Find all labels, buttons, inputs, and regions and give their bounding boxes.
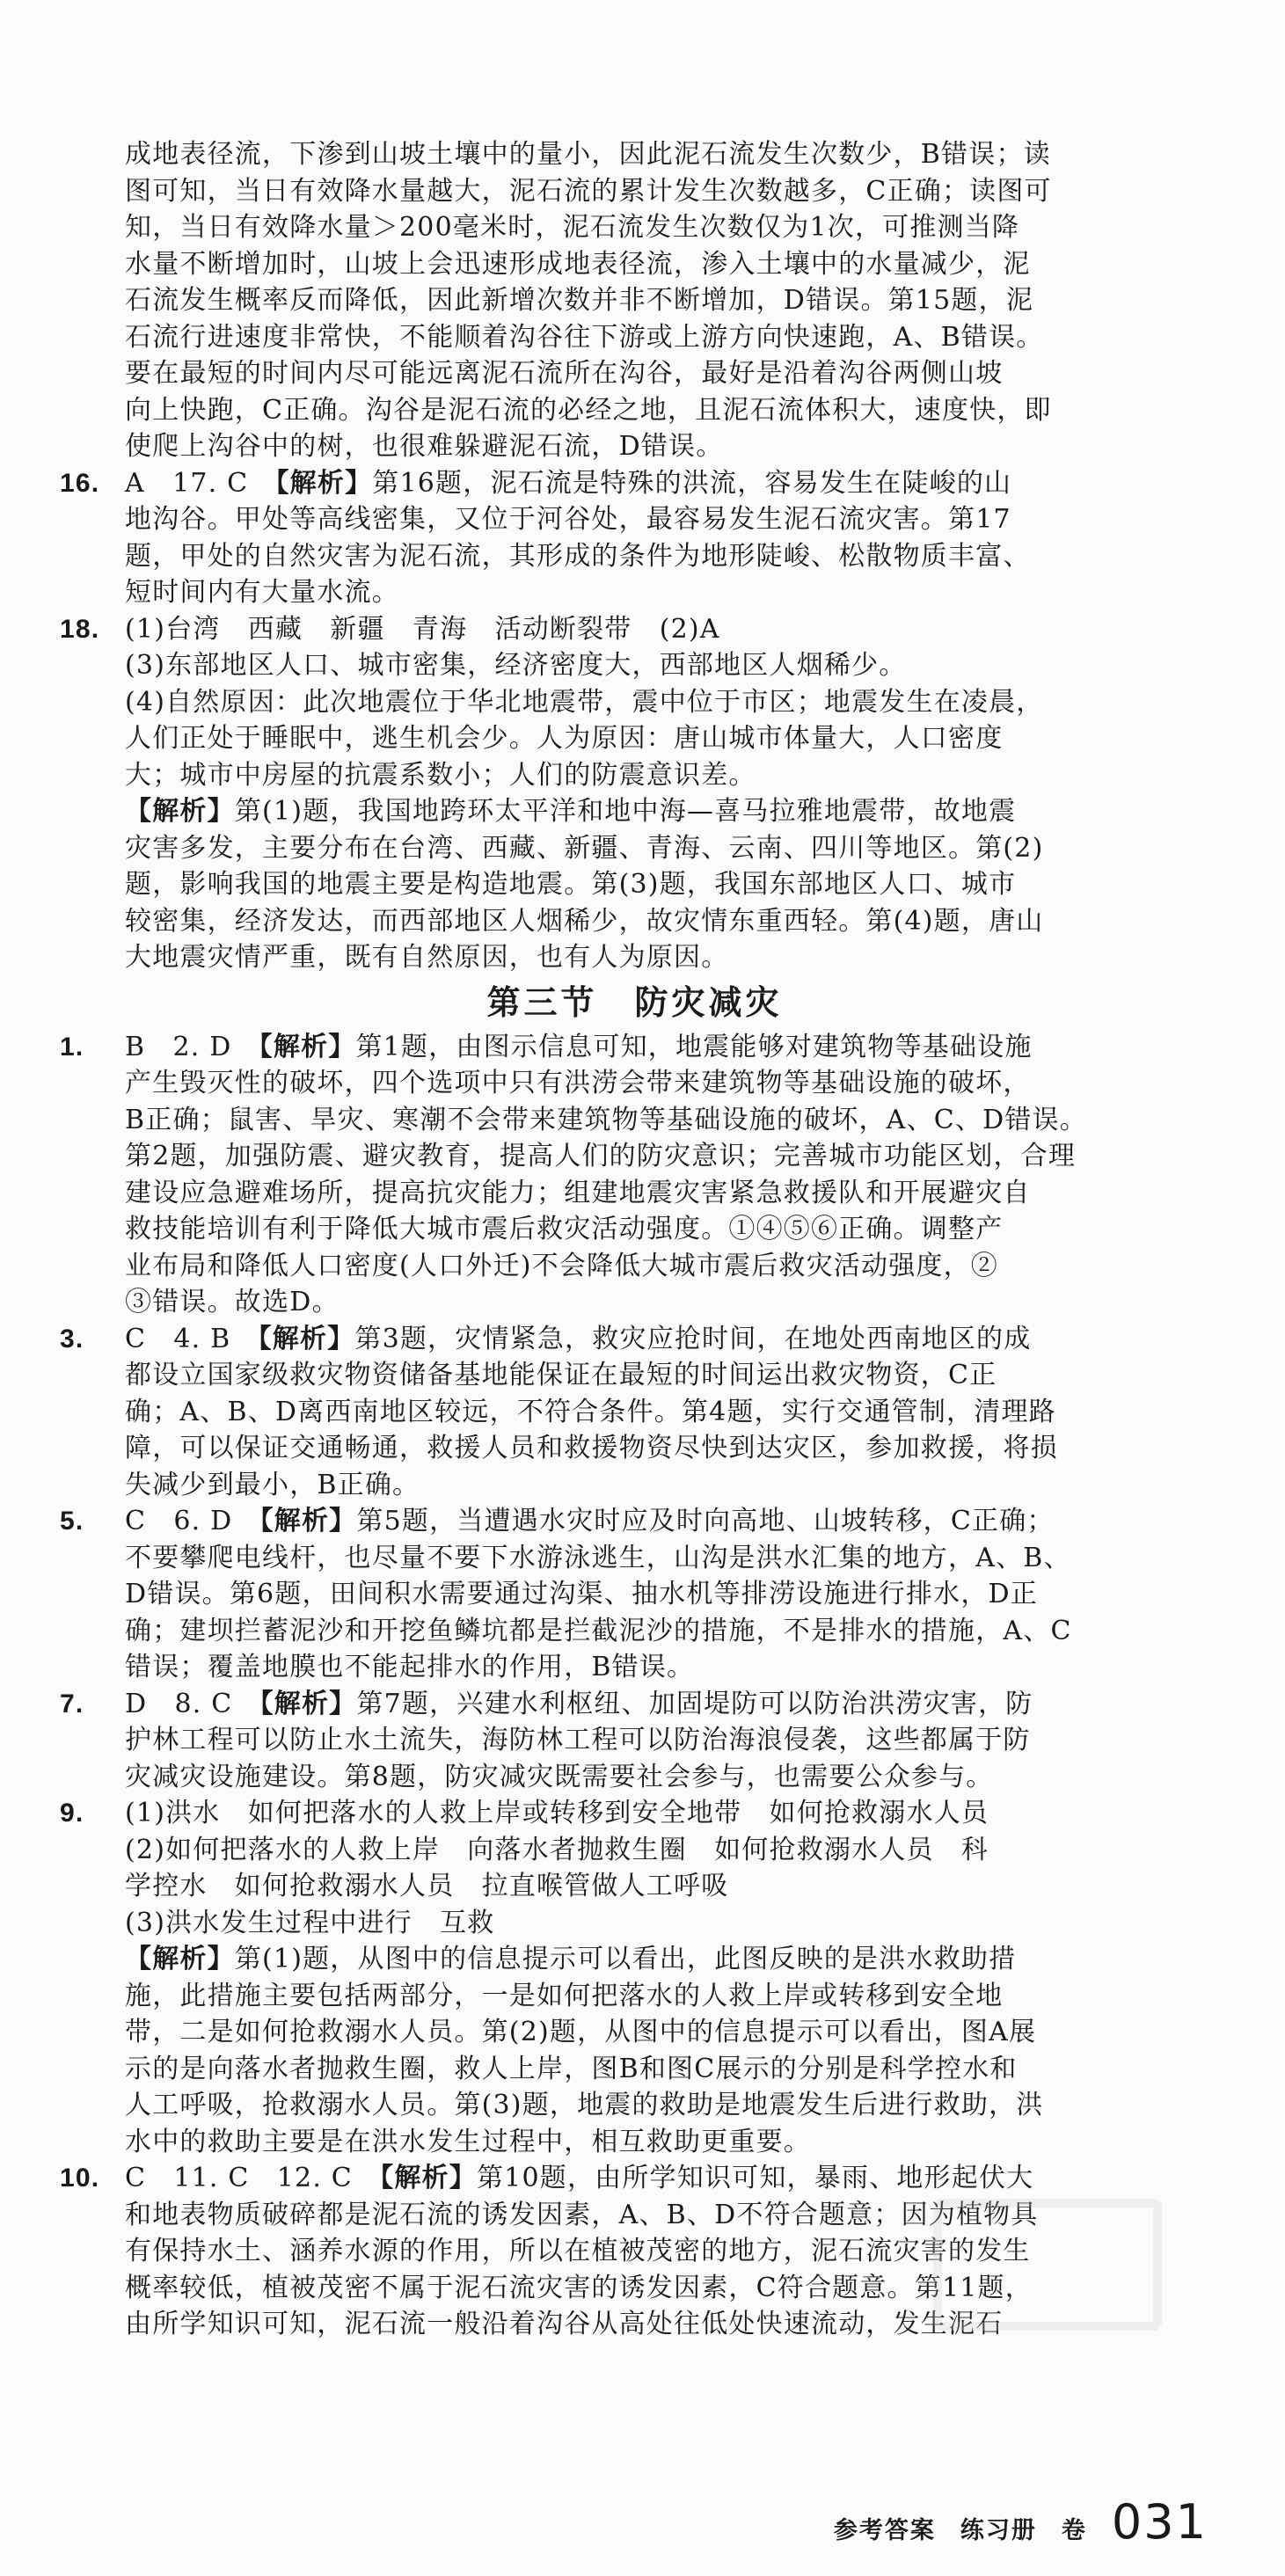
text-line: 图可知，当日有效降水量越大，泥石流的累计发生次数越多，C正确；读图可: [125, 175, 1052, 207]
answer-item-1: [60, 1029, 1209, 1321]
text-line: B 2. D 【解析】第1题，由图示信息可知，地震能够对建筑物等基础设施: [125, 1031, 1033, 1062]
text-line: (2)如何把落水的人救上岸 向落水者抛救生圈 如何抢救溺水人员 科: [125, 1834, 989, 1865]
text-line: 石流行进速度非常快，不能顺着沟谷往下游或上游方向快速跑，A、B错误。: [125, 321, 1044, 353]
text-line: D 8. C 【解析】第7题，兴建水利枢纽、加固堤防可以防治洪涝灾害，防: [125, 1688, 1033, 1719]
analysis-tag: 【解析】: [125, 796, 235, 827]
page-footer: [834, 2494, 1208, 2550]
text-line: 灾害多发，主要分布在台湾、西藏、新疆、青海、云南、四川等地区。第(2): [125, 832, 1044, 864]
text-line: 产生毁灭性的破坏，四个选项中只有洪涝会带来建筑物等基础设施的破坏，: [125, 1068, 1031, 1098]
item-body: [125, 465, 1209, 611]
section-title: 第三节 防灾减灾: [486, 982, 783, 1022]
answer-item-18: [60, 611, 1209, 976]
text-line: 概率较低，植被茂密不属于泥石流灾害的诱发因素，C符合题意。第11题，: [125, 2272, 1033, 2303]
analysis-tag: 【解析】: [380, 2163, 477, 2193]
text-line: 护林工程可以防止水土流失，海防林工程可以防治海浪侵袭，这些都属于防: [125, 1725, 1031, 1755]
text-line: (1)洪水 如何把落水的人救上岸或转移到安全地带 如何抢救溺水人员: [125, 1798, 989, 1828]
answer-item-7: [60, 1686, 1209, 1796]
item-number: 7.: [60, 1689, 84, 1719]
page-number: 031: [1111, 2494, 1208, 2550]
text-line: 石流发生概率反而降低，因此新增次数并非不断增加，D错误。第15题，泥: [125, 285, 1034, 316]
text-line: D错误。第6题，田间积水需要通过沟渠、抽水机等排涝设施进行排水，D正: [125, 1579, 1038, 1609]
item-body: [125, 1503, 1209, 1686]
item-number: 18.: [60, 614, 100, 644]
text-line: 人工呼吸，抢救溺水人员。第(3)题，地震的救助是地震发生后进行救助，洪: [125, 2090, 1044, 2120]
text-line: (3)东部地区人口、城市密集，经济密度大，西部地区人烟稀少。: [125, 650, 907, 681]
item-body: [125, 1686, 1209, 1796]
text-line: 大；城市中房屋的抗震系数小；人们的防震意识差。: [125, 759, 756, 791]
text-line: 较密集，经济发达，而西部地区人烟稀少，故灾情东重西轻。第(4)题，唐山: [125, 905, 1044, 937]
text-line: 知，当日有效降水量＞200毫米时，泥石流发生次数仅为1次，可推测当降: [125, 212, 1020, 243]
answer-item-9: [60, 1795, 1209, 2160]
text-line: 题，甲处的自然灾害为泥石流，其形成的条件为地形陡峻、松散物质丰富、: [125, 540, 1031, 572]
footer-label-volume: 卷: [1061, 2517, 1087, 2544]
analysis-tag: 【解析】: [259, 1031, 356, 1062]
text-line: (4)自然原因：此次地震位于华北地震带，震中位于市区；地震发生在凌晨，: [125, 686, 1044, 718]
item-body: [125, 611, 1209, 976]
text-line: C 6. D 【解析】第5题，当遭遇水灾时应及时向高地、山坡转移，C正确；: [125, 1506, 1055, 1536]
answer-item-16: [60, 465, 1209, 611]
item-body: [125, 1029, 1209, 1321]
text-line: 都设立国家级救灾物资储备基地能保证在最短的时间运出救灾物资，C正: [125, 1360, 997, 1390]
text-line: 确；A、B、D离西南地区较远，不符合条件。第4题，实行交通管制，清理路: [125, 1396, 1056, 1427]
text-line: 业布局和降低人口密度(人口外迁)不会降低大城市震后救灾活动强度，②: [125, 1250, 999, 1281]
text-line: 有保持水土、涵养水源的作用，所以在植被茂密的地方，泥石流灾害的发生: [125, 2236, 1031, 2266]
item-number: 1.: [60, 1032, 84, 1062]
footer-label-workbook: 练习册: [960, 2517, 1037, 2544]
text-line: 学控水 如何抢救溺水人员 拉直喉管做人工呼吸: [125, 1871, 729, 1901]
text-line: 建设应急避难场所，提高抗灾能力；组建地震灾害紧急救援队和开展避灾自: [125, 1177, 1031, 1208]
text-line: 和地表物质破碎都是泥石流的诱发因素，A、B、D不符合题意；因为植物具: [125, 2199, 1039, 2230]
intro-paragraph: [60, 136, 1209, 465]
text-line: 错误；覆盖地膜也不能起排水的作用，B错误。: [125, 1652, 695, 1682]
text-line: 水中的救助主要是在洪水发生过程中，相互救助更重要。: [125, 2126, 811, 2157]
text-line: 确；建坝拦蓄泥沙和开挖鱼鳞坑都是拦截泥沙的措施，不是排水的措施，A、C: [125, 1615, 1072, 1646]
analysis-tag: 【解析】: [259, 1688, 357, 1719]
text-line: C 4. B 【解析】第3题，灾情紧急，救灾应抢时间，在地处西南地区的成: [125, 1323, 1032, 1354]
text-line: (3)洪水发生过程中进行 互救: [125, 1907, 495, 1938]
text-line: 【解析】第(1)题，我国地跨环太平洋和地中海—喜马拉雅地震带，故地震: [125, 796, 1017, 827]
text-line: C 11. C 12. C 【解析】第10题，由所学知识可知，暴雨、地形起伏大: [125, 2163, 1034, 2193]
text-line: 由所学知识可知，泥石流一般沿着沟谷从高处往低处快速流动，发生泥石: [125, 2309, 1004, 2339]
text-line: ③错误。故选D。: [125, 1287, 340, 1317]
text-line: 【解析】第(1)题，从图中的信息提示可以看出，此图反映的是洪水救助措: [125, 1944, 1017, 1974]
text-line: 示的是向落水者抛救生圈，救人上岸，图B和图C展示的分别是科学控水和: [125, 2053, 1018, 2084]
analysis-tag: 【解析】: [275, 467, 373, 499]
text-line: 水量不断增加时，山坡上会迅速形成地表径流，渗入土壤中的水量减少，泥: [125, 248, 1031, 280]
text-line: 障，可以保证交通畅通，救援人员和救援物资尽快到达灾区，参加救援，将损: [125, 1433, 1058, 1463]
text-line: 第2题，加强防震、避灾教育，提高人们的防灾意识；完善城市功能区划，合理: [125, 1141, 1077, 1171]
answer-item-3: [60, 1321, 1209, 1504]
text-line: 成地表径流，下渗到山坡土壤中的量小，因此泥石流发生次数少，B错误；读: [125, 139, 1051, 170]
analysis-tag: 【解析】: [125, 1944, 235, 1974]
text-line: 人们正处于睡眠中，逃生机会少。人为原因：唐山城市体量大，人口密度: [125, 723, 1004, 754]
text-line: (1)台湾 西藏 新疆 青海 活动断裂带 (2)A: [125, 613, 720, 645]
text-line: A 17. C 【解析】第16题，泥石流是特殊的洪流，容易发生在陡峻的山: [125, 467, 1012, 499]
text-line: 要在最短的时间内尽可能远离泥石流所在沟谷，最好是沿着沟谷两侧山坡: [125, 358, 1004, 389]
text-line: 题，影响我国的地震主要是构造地震。第(3)题，我国东部地区人口、城市: [125, 869, 1017, 900]
analysis-tag: 【解析】: [258, 1323, 355, 1354]
text-line: 不要攀爬电线杆，也尽量不要下水游泳逃生，山沟是洪水汇集的地方，A、B、: [125, 1542, 1071, 1573]
text-line: 大地震灾情严重，既有自然原因，也有人为原因。: [125, 942, 729, 973]
text-line: 带，二是如何抢救溺水人员。第(2)题，从图中的信息提示可以看出，图A展: [125, 2017, 1037, 2047]
watermark-stamp: [933, 2199, 1162, 2331]
item-number: 9.: [60, 1799, 84, 1828]
text-line: B正确；鼠害、旱灾、寒潮不会带来建筑物等基础设施的破坏，A、C、D错误。: [125, 1104, 1087, 1135]
item-number: 5.: [60, 1507, 84, 1536]
item-body: [125, 1321, 1209, 1504]
item-number: 3.: [60, 1324, 84, 1354]
answer-item-5: [60, 1503, 1209, 1686]
text-line: 灾减灾设施建设。第8题，防灾减灾既需要社会参与，也需要公众参与。: [125, 1761, 994, 1792]
analysis-tag: 【解析】: [259, 1506, 357, 1536]
text-line: 施，此措施主要包括两部分，一是如何把落水的人救上岸或转移到安全地: [125, 1980, 1004, 2011]
item-body: [125, 1795, 1209, 2160]
text-line: 救技能培训有利于降低大城市震后救灾活动强度。①④⑤⑥正确。调整产: [125, 1214, 1004, 1244]
text-line: 失减少到最小，B正确。: [125, 1469, 420, 1500]
item-number: 10.: [60, 2164, 100, 2193]
text-line: 地沟谷。甲处等高线密集，又位于河谷处，最容易发生泥石流灾害。第17: [125, 504, 1011, 535]
text-line: 短时间内有大量水流。: [125, 577, 399, 608]
item-number: 16.: [60, 468, 100, 498]
text-line: 使爬上沟谷中的树，也很难躲避泥石流，D错误。: [125, 431, 724, 462]
text-line: 向上快跑，C正确。沟谷是泥石流的必经之地，且泥石流体积大，速度快，即: [125, 394, 1052, 426]
footer-label-answers: 参考答案: [833, 2517, 936, 2544]
